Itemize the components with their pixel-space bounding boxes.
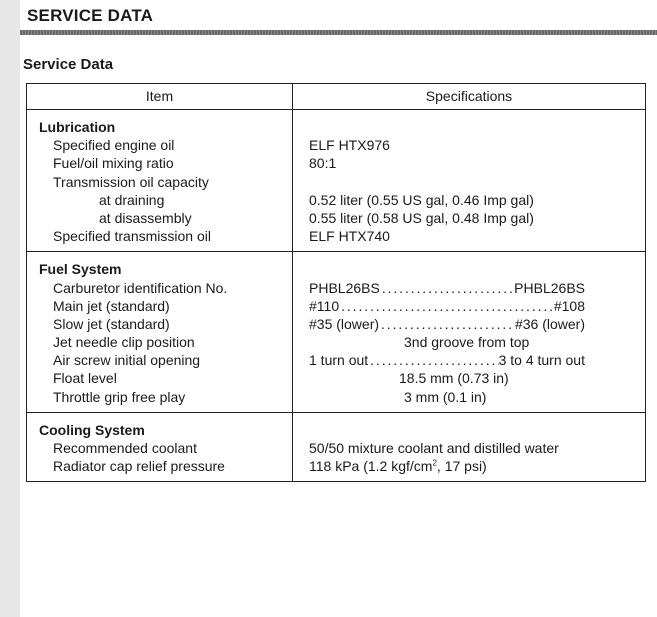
spec-value: 18.5 mm (0.73 in) xyxy=(399,370,509,387)
spec-left-value: #35 (lower) xyxy=(309,315,380,332)
lubrication-row xyxy=(27,110,646,252)
leader-dots xyxy=(379,315,515,333)
section-title: Service Data xyxy=(23,56,114,73)
spec-dotted-pair xyxy=(309,279,585,297)
spec-left-value: 1 turn out xyxy=(309,352,369,369)
item-label: Throttle grip free play xyxy=(53,388,186,405)
spec-value: 3 mm (0.1 in) xyxy=(404,388,487,405)
leader-dots xyxy=(368,351,498,369)
item-label: Specified transmission oil xyxy=(53,228,211,245)
spec-value: 50/50 mixture coolant and distilled water xyxy=(309,440,559,456)
lubrication-items xyxy=(27,110,293,252)
fuel-system-specs xyxy=(293,252,646,413)
item-label: at disassembly xyxy=(99,209,192,226)
item-label: Fuel/oil mixing ratio xyxy=(53,155,174,172)
table-header-row xyxy=(27,84,646,110)
item-label: Recommended coolant xyxy=(53,440,197,456)
spec-right-value: #36 (lower) xyxy=(514,315,585,332)
cooling-system-row xyxy=(27,412,646,482)
spec-left-value: #110 xyxy=(309,297,340,314)
item-label: Jet needle clip position xyxy=(53,334,195,351)
spec-right-value: #108 xyxy=(553,297,585,314)
item-label: Radiator cap relief pressure xyxy=(53,458,225,475)
spec-right-value: PHBL26BS xyxy=(514,279,585,296)
group-title: Fuel System xyxy=(39,261,122,278)
item-label: at draining xyxy=(99,191,165,208)
item-label: Air screw initial opening xyxy=(53,352,201,369)
cooling-system-specs xyxy=(293,412,646,482)
lubrication-specs xyxy=(293,110,646,252)
spec-value: 0.55 liter (0.58 US gal, 0.48 Imp gal) xyxy=(309,209,534,226)
left-page-margin xyxy=(0,0,20,617)
item-column-header: Item xyxy=(27,84,293,110)
specifications-column-header: Specifications xyxy=(293,84,646,110)
group-title: Lubrication xyxy=(39,119,116,135)
spec-value xyxy=(309,173,645,191)
leader-dots xyxy=(380,279,514,297)
spec-value: 118 kPa (1.2 kgf/$cm^2$, 17 psi) xyxy=(309,458,487,475)
spec-value: 80:1 xyxy=(309,155,337,172)
item-label: Specified engine oil xyxy=(53,137,175,154)
spec-dotted-pair xyxy=(309,351,585,369)
item-label: Slow jet (standard) xyxy=(53,315,170,332)
service-data-table xyxy=(26,83,646,482)
spec-value: ELF HTX976 xyxy=(309,137,390,154)
spec-value: 0.52 liter (0.55 US gal, 0.46 Imp gal) xyxy=(309,191,534,208)
item-label: Carburetor identification No. xyxy=(53,279,228,296)
cooling-system-items xyxy=(27,412,293,482)
fuel-system-items xyxy=(27,252,293,413)
spec-dotted-pair xyxy=(309,297,585,315)
spec-right-value: 3 to 4 turn out xyxy=(498,352,585,369)
spec-value: ELF HTX740 xyxy=(309,228,390,245)
spec-left-value: PHBL26BS xyxy=(309,279,380,296)
spec-dotted-pair xyxy=(309,315,585,333)
item-label: Transmission oil capacity xyxy=(53,173,209,190)
item-label: Float level xyxy=(53,370,117,387)
spec-value: 3nd groove from top xyxy=(404,334,530,351)
page-header: SERVICE DATA xyxy=(27,6,154,25)
item-label: Main jet (standard) xyxy=(53,297,170,314)
group-title: Cooling System xyxy=(39,421,145,438)
fuel-system-row xyxy=(27,252,646,413)
header-rule xyxy=(20,30,657,35)
leader-dots xyxy=(339,297,554,315)
